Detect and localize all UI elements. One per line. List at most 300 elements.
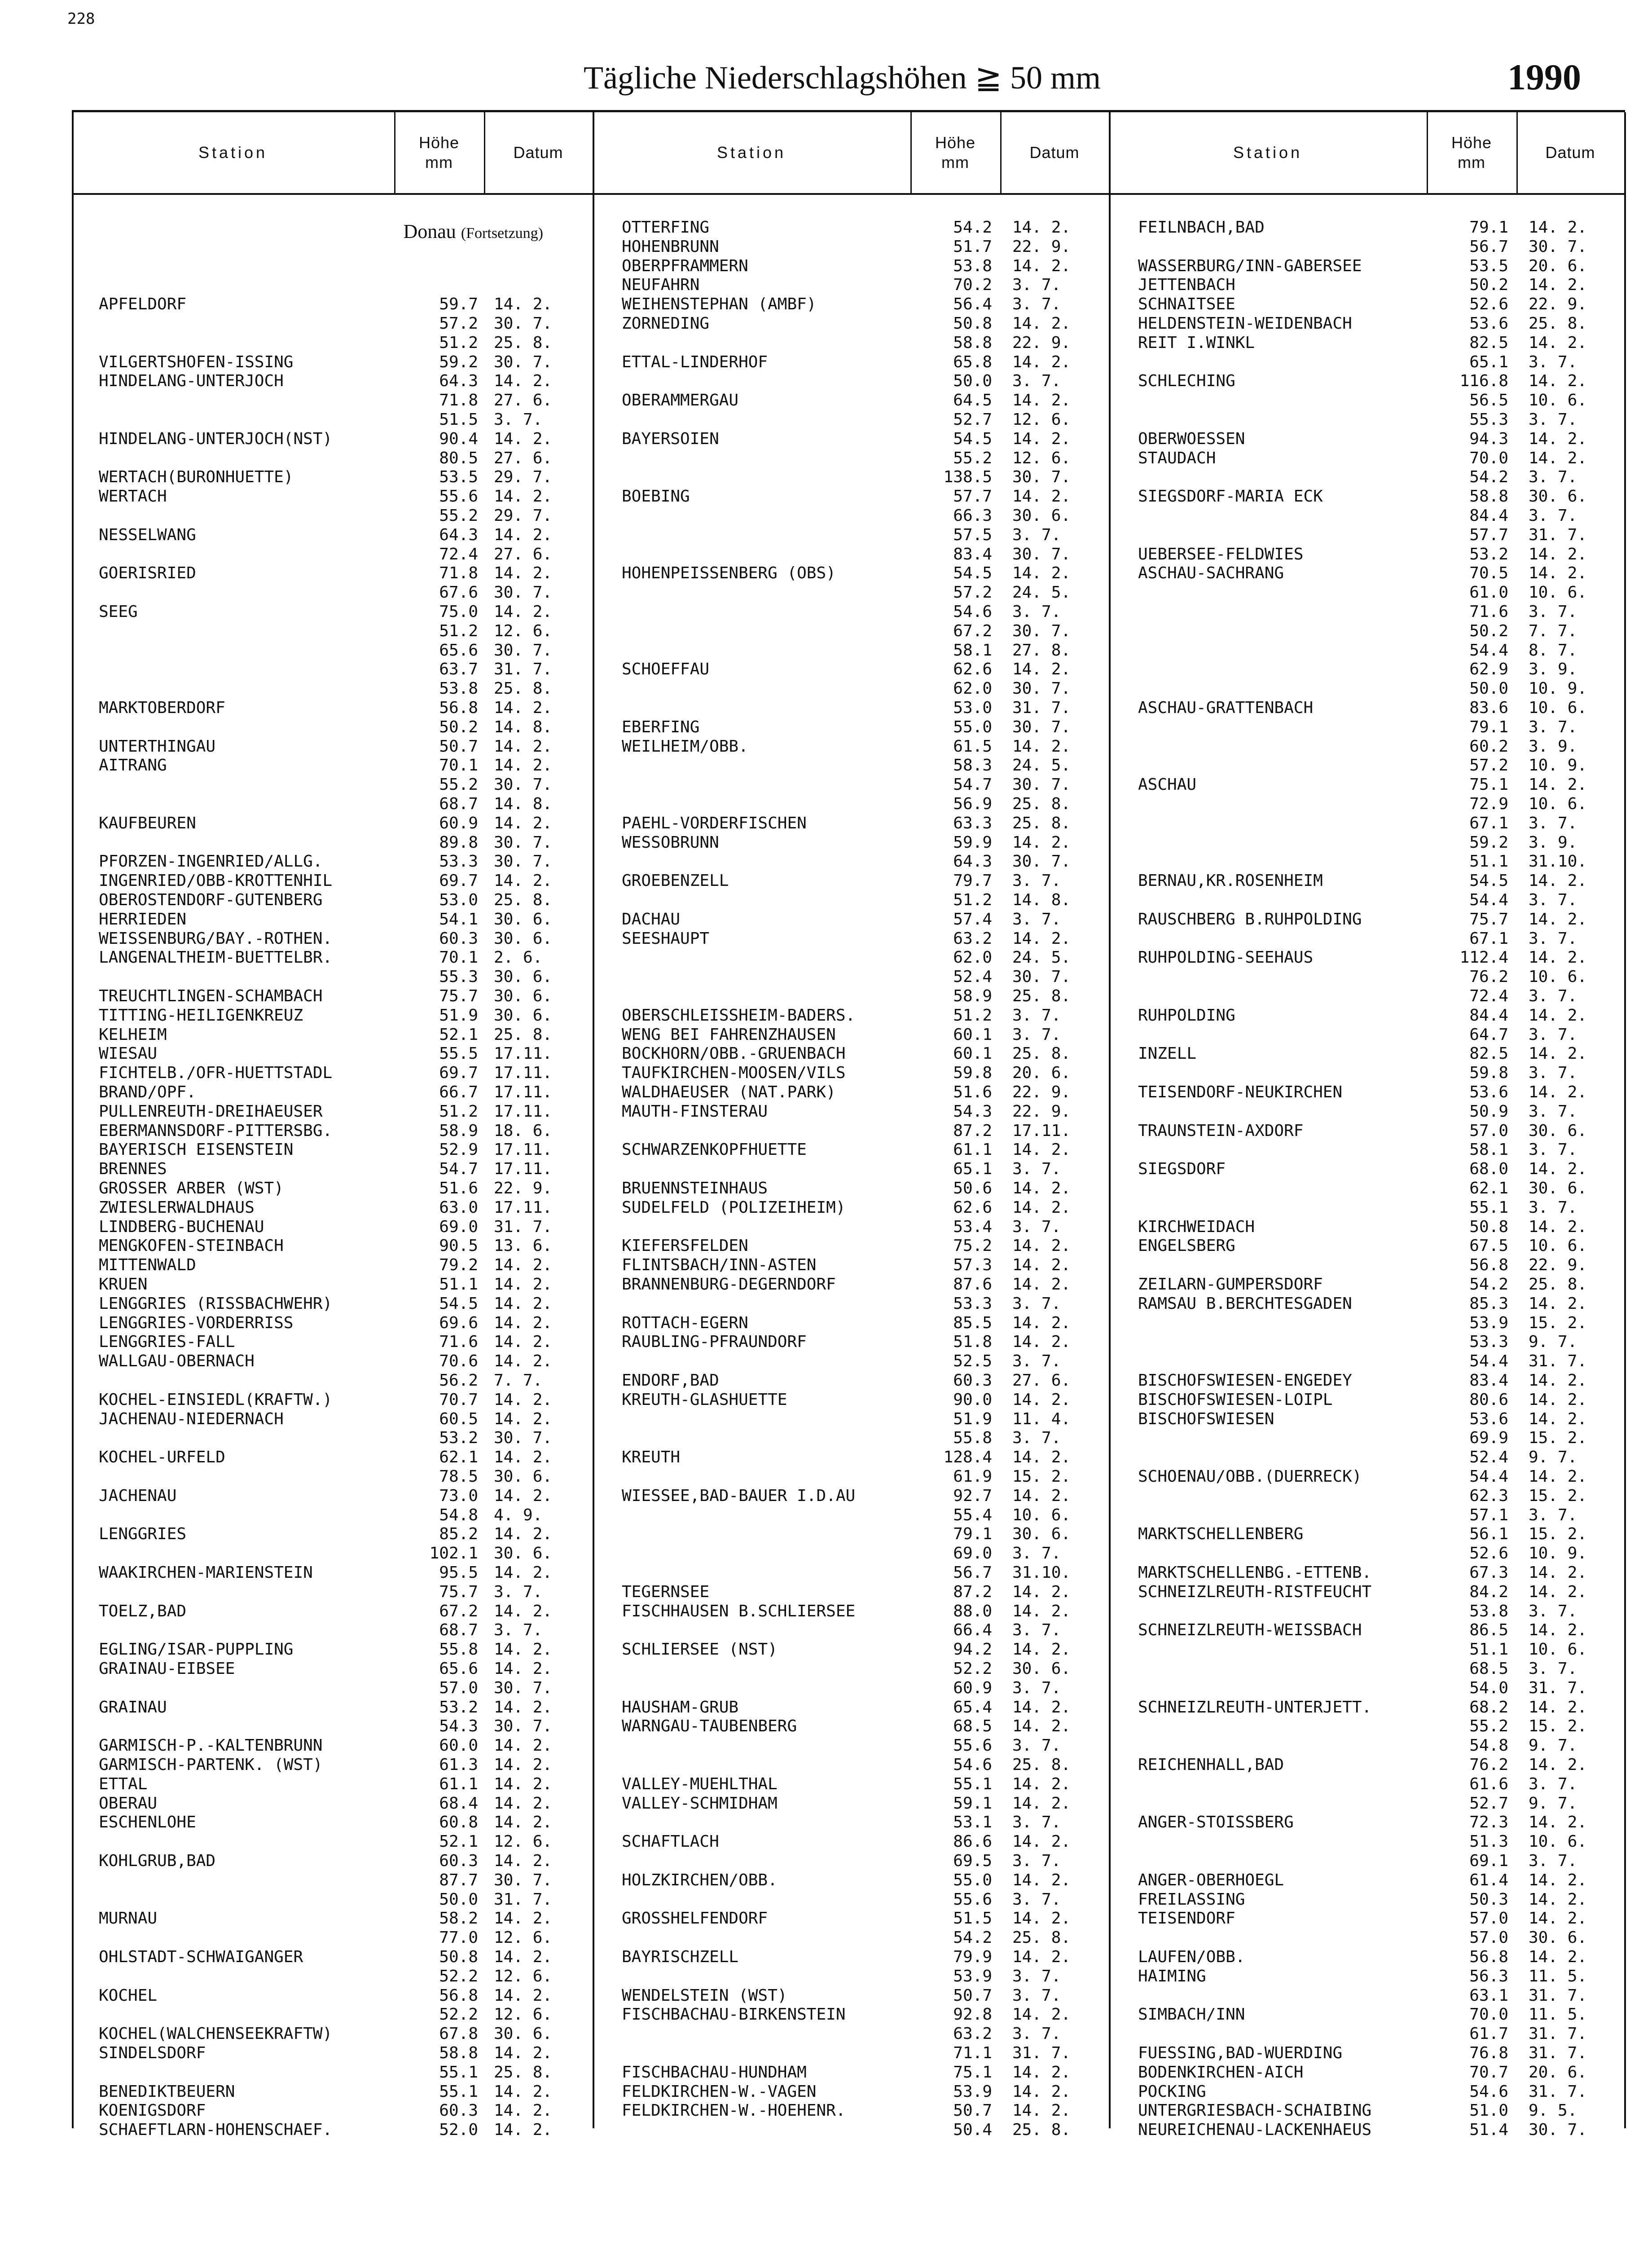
station-name: ZORNEDING	[622, 314, 710, 333]
height-value: 55.1	[439, 2063, 478, 2082]
height-value: 79.1	[1469, 218, 1508, 237]
station-name: HOLZKIRCHEN/OBB.	[622, 1871, 778, 1889]
station-name: HERRIEDEN	[99, 910, 187, 929]
station-name: SIMBACH/INN	[1138, 2005, 1245, 2024]
height-value: 50.7	[953, 2101, 992, 2120]
station-name: FLINTSBACH/INN-ASTEN	[622, 1256, 817, 1275]
height-value: 50.2	[1469, 621, 1508, 640]
date-value: 14. 2.	[494, 603, 553, 621]
height-value: 55.3	[1469, 410, 1508, 429]
date-value: 14. 2.	[1012, 2063, 1071, 2082]
date-value: 15. 2.	[1529, 1525, 1587, 1544]
date-value: 14. 2.	[1012, 1486, 1071, 1505]
height-value: 54.2	[1469, 1275, 1508, 1294]
station-name: MARKTSCHELLENBERG	[1138, 1525, 1304, 1544]
height-value: 56.4	[953, 295, 992, 314]
station-name: SCHLIERSEE (NST)	[622, 1640, 778, 1659]
date-value: 24. 5.	[1012, 756, 1071, 775]
station-name: WALLGAU-OBERNACH	[99, 1352, 255, 1371]
date-value: 3. 7.	[1012, 1678, 1061, 1697]
date-value: 15. 2.	[1012, 1467, 1071, 1486]
station-name: NEUFAHRN	[622, 276, 700, 295]
height-value: 84.2	[1469, 1582, 1508, 1601]
date-value: 30. 6.	[1012, 506, 1071, 525]
station-name: WEISSENBURG/BAY.-ROTHEN.	[99, 929, 333, 948]
height-value: 60.9	[439, 814, 478, 832]
date-value: 31. 7.	[1012, 2044, 1071, 2062]
height-value: 52.2	[439, 1967, 478, 1985]
date-value: 3. 7.	[1012, 1986, 1061, 2005]
date-value: 30. 7.	[494, 583, 553, 602]
height-value: 53.3	[1469, 1333, 1508, 1351]
height-value: 75.0	[439, 603, 478, 621]
height-value: 50.7	[953, 1986, 992, 2005]
height-value: 65.1	[953, 1160, 992, 1179]
height-value: 55.2	[439, 775, 478, 794]
date-value: 3. 7.	[1529, 929, 1577, 948]
height-value: 53.2	[439, 1429, 478, 1448]
date-value: 14. 2.	[1529, 1621, 1587, 1640]
height-value: 59.7	[439, 295, 478, 314]
height-value: 54.7	[439, 1160, 478, 1179]
station-name: OBERAMMERGAU	[622, 391, 739, 410]
height-value: 55.6	[953, 1736, 992, 1755]
height-value: 72.4	[439, 545, 478, 563]
station-name: WERTACH(BURONHUETTE)	[99, 468, 294, 487]
station-name: GARMISCH-PARTENK. (WST)	[99, 1756, 323, 1774]
date-value: 25. 8.	[1529, 1275, 1587, 1294]
date-value: 14. 2.	[1529, 1160, 1587, 1179]
date-value: 3. 7.	[1012, 1217, 1061, 1236]
height-value: 62.3	[1469, 1486, 1508, 1505]
height-value: 60.1	[953, 1025, 992, 1044]
height-value: 61.7	[1469, 2025, 1508, 2043]
date-value: 7. 7.	[1529, 621, 1577, 640]
station-name: WEILHEIM/OBB.	[622, 737, 748, 756]
date-value: 14. 2.	[494, 737, 553, 756]
station-name: LANGENALTHEIM-BUETTELBR.	[99, 948, 333, 967]
station-name: VALLEY-SCHMIDHAM	[622, 1794, 778, 1813]
header-height	[910, 112, 1000, 193]
date-value: 30. 6.	[494, 1544, 553, 1563]
height-value: 87.2	[953, 1582, 992, 1601]
height-value: 50.0	[1469, 679, 1508, 698]
date-value: 30. 7.	[1012, 621, 1071, 640]
height-value: 52.7	[1469, 1794, 1508, 1813]
height-value: 50.6	[953, 1179, 992, 1197]
station-name: BOEBING	[622, 487, 690, 506]
date-value: 14. 2.	[494, 2044, 553, 2062]
date-value: 14. 2.	[1529, 1371, 1587, 1390]
height-value: 69.6	[439, 1313, 478, 1332]
height-value: 67.2	[953, 621, 992, 640]
height-value: 53.4	[953, 1217, 992, 1236]
date-value: 10. 9.	[1529, 679, 1587, 698]
date-value: 14. 2.	[1012, 1275, 1071, 1294]
station-name: BOCKHORN/OBB.-GRUENBACH	[622, 1044, 846, 1063]
date-value: 3. 7.	[1529, 1602, 1577, 1620]
height-value: 58.9	[439, 1121, 478, 1140]
station-name: SCHOENAU/OBB.(DUERRECK)	[1138, 1467, 1362, 1486]
station-name: RAMSAU B.BERCHTESGADEN	[1138, 1294, 1352, 1313]
station-name: NESSELWANG	[99, 525, 196, 544]
date-value: 30. 7.	[494, 641, 553, 660]
date-value: 3. 7.	[1529, 1198, 1577, 1217]
date-value: 29. 7.	[494, 468, 553, 487]
date-value: 14. 2.	[1529, 1582, 1587, 1601]
height-value: 54.4	[1469, 641, 1508, 660]
date-value: 3. 7.	[1529, 506, 1577, 525]
date-value: 30. 7.	[494, 1717, 553, 1736]
date-value: 22. 9.	[1012, 1102, 1071, 1121]
date-value: 14. 2.	[1012, 1948, 1071, 1966]
date-value: 27. 6.	[494, 449, 553, 467]
header-height-text: Höhe mm	[418, 133, 460, 172]
date-value: 17.11.	[494, 1064, 553, 1083]
height-value: 69.0	[953, 1544, 992, 1563]
station-name: FISCHBACHAU-BIRKENSTEIN	[622, 2005, 846, 2024]
date-value: 7. 7.	[494, 1371, 543, 1390]
station-name: SCHAEFTLARN-HOHENSCHAEF.	[99, 2121, 333, 2139]
date-value: 14. 2.	[494, 1333, 553, 1351]
date-value: 30. 7.	[1529, 2121, 1587, 2139]
height-value: 63.7	[439, 660, 478, 679]
date-value: 25. 8.	[1012, 987, 1071, 1005]
height-value: 61.9	[953, 1467, 992, 1486]
height-value: 79.1	[953, 1525, 992, 1544]
date-value: 3. 7.	[1012, 1890, 1061, 1909]
station-name: LAUFEN/OBB.	[1138, 1948, 1245, 1966]
height-value: 56.3	[1469, 1967, 1508, 1985]
date-value: 14. 2.	[1529, 1890, 1587, 1909]
date-value: 17.11.	[494, 1198, 553, 1217]
station-name: PAEHL-VORDERFISCHEN	[622, 814, 807, 832]
height-value: 56.5	[1469, 391, 1508, 410]
height-value: 64.3	[439, 372, 478, 391]
date-value: 14. 2.	[494, 1774, 553, 1793]
station-column-3	[1138, 218, 1623, 2229]
height-value: 56.1	[1469, 1525, 1508, 1544]
station-name: ETTAL-LINDERHOF	[622, 352, 768, 371]
date-value: 13. 6.	[494, 1237, 553, 1255]
station-name: ETTAL	[99, 1774, 148, 1793]
date-value: 14. 2.	[494, 1313, 553, 1332]
station-name: ZEILARN-GUMPERSDORF	[1138, 1275, 1323, 1294]
station-name: LENGGRIES	[99, 1525, 187, 1544]
date-value: 30. 7.	[494, 314, 553, 333]
station-name: TAUFKIRCHEN-MOOSEN/VILS	[622, 1064, 846, 1083]
height-value: 60.0	[439, 1736, 478, 1755]
date-value: 31. 7.	[1529, 1678, 1587, 1697]
height-value: 55.3	[439, 968, 478, 986]
station-name: FISCHBACHAU-HUNDHAM	[622, 2063, 807, 2082]
height-value: 94.3	[1469, 429, 1508, 448]
height-value: 51.5	[953, 1909, 992, 1928]
date-value: 14. 2.	[494, 1948, 553, 1966]
station-name: KREUTH	[622, 1448, 681, 1467]
height-value: 52.7	[953, 410, 992, 429]
station-name: LINDBERG-BUCHENAU	[99, 1217, 264, 1236]
date-value: 14. 2.	[1012, 1256, 1071, 1275]
date-value: 14. 2.	[1012, 256, 1071, 275]
station-name: HOHENBRUNN	[622, 237, 719, 256]
height-value: 61.3	[439, 1756, 478, 1774]
date-value: 30. 7.	[494, 833, 553, 852]
date-value: 31. 7.	[1529, 1352, 1587, 1371]
date-value: 14. 2.	[1529, 1006, 1587, 1025]
station-name: MAUTH-FINSTERAU	[622, 1102, 768, 1121]
station-name: JACHENAU	[99, 1486, 177, 1505]
date-value: 12. 6.	[494, 1967, 553, 1985]
date-value: 14. 2.	[494, 1563, 553, 1582]
date-value: 14. 2.	[1012, 564, 1071, 583]
date-value: 14. 2.	[1529, 1756, 1587, 1774]
height-value: 62.6	[953, 660, 992, 679]
station-name: ROTTACH-EGERN	[622, 1313, 748, 1332]
date-value: 14. 2.	[1529, 1563, 1587, 1582]
height-value: 88.0	[953, 1602, 992, 1620]
height-value: 57.0	[439, 1678, 478, 1697]
date-value: 9. 7.	[1529, 1333, 1577, 1351]
height-value: 54.4	[1469, 1352, 1508, 1371]
date-value: 14. 2.	[494, 1602, 553, 1620]
date-value: 3. 7.	[1012, 1025, 1061, 1044]
date-value: 3. 7.	[1012, 1429, 1061, 1448]
station-name: BODENKIRCHEN-AICH	[1138, 2063, 1304, 2082]
height-value: 58.9	[953, 987, 992, 1005]
height-value: 55.1	[953, 1774, 992, 1793]
date-value: 20. 6.	[1012, 1064, 1071, 1083]
date-value: 14. 2.	[494, 564, 553, 583]
date-value: 14. 2.	[494, 1409, 553, 1428]
station-name: SCHNAITSEE	[1138, 295, 1235, 314]
date-value: 14. 8.	[494, 795, 553, 813]
height-value: 57.2	[439, 314, 478, 333]
height-value: 61.5	[953, 737, 992, 756]
date-value: 14. 2.	[494, 487, 553, 506]
date-value: 9. 7.	[1529, 1736, 1577, 1755]
height-value: 95.5	[439, 1563, 478, 1582]
station-name: SCHOEFFAU	[622, 660, 710, 679]
height-value: 70.0	[1469, 2005, 1508, 2024]
date-value: 30. 6.	[1529, 1179, 1587, 1197]
height-value: 56.7	[953, 1563, 992, 1582]
station-name: WIESAU	[99, 1044, 158, 1063]
date-value: 14. 2.	[1012, 1140, 1071, 1159]
date-value: 14. 2.	[1012, 833, 1071, 852]
date-value: 30. 7.	[1012, 718, 1071, 736]
date-value: 14. 2.	[1529, 545, 1587, 563]
station-name: ANGER-STOISSBERG	[1138, 1813, 1294, 1832]
height-value: 61.6	[1469, 1774, 1508, 1793]
date-value: 14. 2.	[1012, 1198, 1071, 1217]
height-value: 68.5	[1469, 1660, 1508, 1678]
height-value: 53.5	[439, 468, 478, 487]
date-value: 14. 2.	[1529, 564, 1587, 583]
height-value: 69.9	[1469, 1429, 1508, 1448]
date-value: 14. 2.	[494, 525, 553, 544]
header-height-text: Höhe mm	[1451, 133, 1492, 172]
height-value: 63.2	[953, 929, 992, 948]
date-value: 3. 7.	[1529, 891, 1577, 909]
station-name: VILGERTSHOFEN-ISSING	[99, 352, 294, 371]
date-value: 3. 7.	[1012, 372, 1061, 391]
station-name: KOCHEL-EINSIEDL(KRAFTW.)	[99, 1390, 333, 1409]
header-station: Station	[1233, 143, 1303, 162]
date-value: 10. 6.	[1529, 1237, 1587, 1255]
height-value: 50.8	[1469, 1217, 1508, 1236]
date-value: 24. 5.	[1012, 948, 1071, 967]
height-value: 52.5	[953, 1352, 992, 1371]
date-value: 17.11.	[1012, 1121, 1071, 1140]
height-value: 78.5	[439, 1467, 478, 1486]
station-name: BRAND/OPF.	[99, 1083, 196, 1101]
height-value: 55.2	[1469, 1717, 1508, 1736]
height-value: 55.1	[439, 2082, 478, 2101]
height-value: 54.4	[1469, 1467, 1508, 1486]
date-value: 30. 7.	[1012, 679, 1071, 698]
station-name: BISCHOFSWIESEN	[1138, 1409, 1274, 1428]
height-value: 55.5	[439, 1044, 478, 1063]
date-value: 14. 2.	[494, 429, 553, 448]
date-value: 30. 7.	[1012, 468, 1071, 487]
date-value: 30. 7.	[1012, 968, 1071, 986]
station-name: SIEGSDORF-MARIA ECK	[1138, 487, 1323, 506]
header-height	[394, 112, 484, 193]
height-value: 52.2	[439, 2005, 478, 2024]
date-value: 25. 8.	[494, 891, 553, 909]
station-name: GRAINAU-EIBSEE	[99, 1660, 235, 1678]
station-name: TREUCHTLINGEN-SCHAMBACH	[99, 987, 323, 1005]
height-value: 68.2	[1469, 1698, 1508, 1717]
date-value: 30. 7.	[1012, 852, 1071, 871]
station-name: BERNAU,KR.ROSENHEIM	[1138, 872, 1323, 890]
date-value: 3. 7.	[1012, 603, 1061, 621]
header-station: Station	[198, 143, 268, 162]
height-value: 54.2	[1469, 468, 1508, 487]
station-name: PULLENREUTH-DREIHAEUSER	[99, 1102, 323, 1121]
height-value: 51.2	[953, 891, 992, 909]
date-value: 14. 2.	[1012, 737, 1071, 756]
date-value: 14. 2.	[494, 1660, 553, 1678]
height-value: 50.2	[439, 718, 478, 736]
height-value: 51.8	[953, 1333, 992, 1351]
height-value: 57.3	[953, 1256, 992, 1275]
height-value: 53.2	[439, 1698, 478, 1717]
station-name: KRUEN	[99, 1275, 148, 1294]
date-value: 14. 2.	[1012, 1602, 1071, 1620]
date-value: 10. 6.	[1529, 1832, 1587, 1851]
height-value: 76.2	[1469, 1756, 1508, 1774]
date-value: 3. 7.	[1012, 1006, 1061, 1025]
station-name: TITTING-HEILIGENKREUZ	[99, 1006, 303, 1025]
date-value: 14. 2.	[1529, 1813, 1587, 1832]
station-name: LENGGRIES-VORDERRISS	[99, 1313, 294, 1332]
station-name: ANGER-OBERHOEGL	[1138, 1871, 1284, 1889]
date-value: 14. 2.	[494, 756, 553, 775]
height-value: 59.8	[953, 1064, 992, 1083]
height-value: 53.0	[439, 891, 478, 909]
date-value: 31. 7.	[494, 1217, 553, 1236]
height-value: 50.4	[953, 2121, 992, 2139]
height-value: 70.5	[1469, 564, 1508, 583]
height-value: 53.9	[1469, 1313, 1508, 1332]
height-value: 53.8	[1469, 1602, 1508, 1620]
height-value: 62.1	[1469, 1179, 1508, 1197]
height-value: 55.8	[953, 1429, 992, 1448]
height-value: 64.3	[953, 852, 992, 871]
date-value: 3. 7.	[1012, 1160, 1061, 1179]
height-value: 56.7	[1469, 237, 1508, 256]
height-value: 62.0	[953, 948, 992, 967]
station-name: FEILNBACH,BAD	[1138, 218, 1265, 237]
date-value: 15. 2.	[1529, 1717, 1587, 1736]
date-value: 30. 6.	[494, 1467, 553, 1486]
height-value: 89.8	[439, 833, 478, 852]
height-value: 53.8	[953, 256, 992, 275]
height-value: 52.0	[439, 2121, 478, 2139]
height-value: 70.7	[1469, 2063, 1508, 2082]
header-height-text: Höhe mm	[935, 133, 976, 172]
station-name: OHLSTADT-SCHWAIGANGER	[99, 1948, 303, 1966]
date-value: 14. 2.	[494, 699, 553, 717]
date-value: 25. 8.	[1012, 2121, 1071, 2139]
height-value: 60.3	[439, 2101, 478, 2120]
station-name: OBERPFRAMMERN	[622, 256, 748, 275]
date-value: 3. 7.	[1529, 603, 1577, 621]
height-value: 55.2	[439, 506, 478, 525]
height-value: 62.9	[1469, 660, 1508, 679]
height-value: 75.1	[1469, 775, 1508, 794]
date-value: 14. 2.	[494, 2121, 553, 2139]
station-name: SCHNEIZLREUTH-RISTFEUCHT	[1138, 1582, 1372, 1601]
station-name: ENDORF,BAD	[622, 1371, 719, 1390]
height-value: 65.8	[953, 352, 992, 371]
station-name: GOERISRIED	[99, 564, 196, 583]
height-value: 63.0	[439, 1198, 478, 1217]
station-name: MURNAU	[99, 1909, 158, 1928]
date-value: 31. 7.	[1529, 2025, 1587, 2043]
height-value: 67.1	[1469, 929, 1508, 948]
height-value: 52.4	[953, 968, 992, 986]
height-value: 53.6	[1469, 1409, 1508, 1428]
height-value: 71.8	[439, 564, 478, 583]
date-value: 25. 8.	[1012, 1044, 1071, 1063]
station-name: JETTENBACH	[1138, 276, 1235, 295]
height-value: 57.1	[1469, 1505, 1508, 1524]
station-name: KIEFERSFELDEN	[622, 1237, 748, 1255]
date-value: 30. 6.	[494, 910, 553, 929]
date-value: 14. 2.	[494, 1390, 553, 1409]
height-value: 75.7	[439, 1582, 478, 1601]
height-value: 56.8	[439, 699, 478, 717]
date-value: 14. 2.	[1012, 1794, 1071, 1813]
height-value: 54.1	[439, 910, 478, 929]
station-name: JACHENAU-NIEDERNACH	[99, 1409, 284, 1428]
height-value: 67.2	[439, 1602, 478, 1620]
date-value: 10. 6.	[1012, 1505, 1071, 1524]
height-value: 57.0	[1469, 1928, 1508, 1947]
date-value: 3. 7.	[1529, 1140, 1577, 1159]
date-value: 14. 2.	[1529, 775, 1587, 794]
date-value: 30. 6.	[494, 968, 553, 986]
height-value: 63.2	[953, 2025, 992, 2043]
river-group-name: Donau	[403, 220, 456, 242]
date-value: 30. 7.	[494, 852, 553, 871]
date-value: 14. 2.	[1012, 1237, 1071, 1255]
date-value: 14. 2.	[494, 1986, 553, 2005]
height-value: 67.6	[439, 583, 478, 602]
